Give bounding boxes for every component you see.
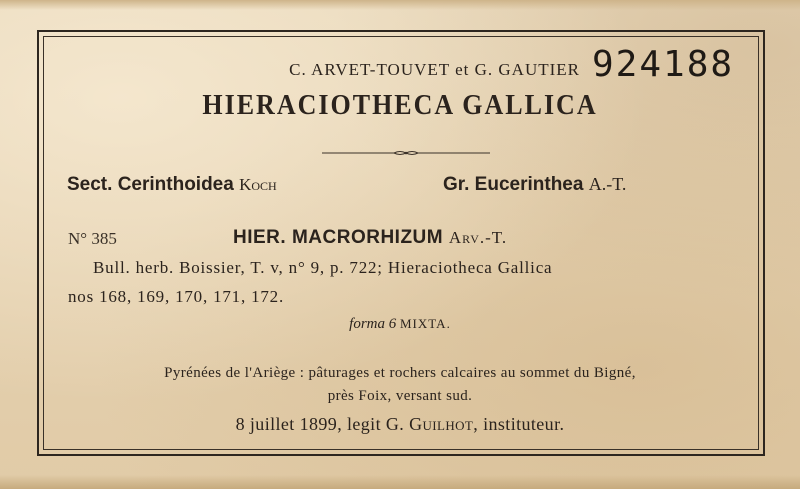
group-name — [443, 174, 626, 196]
paper-top-edge — [0, 0, 800, 10]
collection-line — [70, 414, 730, 435]
forma-value: MIXTA. — [400, 316, 451, 331]
locality-line-2: près Foix, versant sud. — [327, 388, 473, 404]
forma-label: forma 6 — [349, 316, 397, 332]
collector-name: Guilhot — [409, 414, 474, 434]
authors-line: C. ARVET-TOUVET et G. GAUTIER — [289, 60, 580, 79]
reference-line-2: nos 168, 169, 170, 171, 172. — [68, 287, 285, 306]
flourish-divider-icon — [322, 150, 490, 156]
collector-role: , instituteur. — [473, 414, 565, 434]
specimen-number-stamp: 924188 — [592, 44, 735, 85]
paper-bottom-edge — [0, 475, 800, 489]
group-label: Gr. Eucerinthea — [443, 174, 584, 195]
section-authority: Koch — [239, 175, 277, 194]
series-title: HIERACIOTHECA GALLICA — [202, 88, 598, 121]
species-name — [233, 227, 507, 249]
forma-line — [300, 316, 500, 333]
species-label: HIER. MACRORHIZUM — [233, 227, 444, 248]
specimen-catalog-number: N° 385 — [68, 229, 117, 248]
section-name — [67, 174, 277, 196]
locality-line-1: Pyrénées de l'Ariège : pâturages et rochers calcaires au sommet du Bigné, — [164, 365, 636, 381]
section-label: Sect. Cerinthoidea — [67, 174, 234, 195]
collection-date: 8 juillet 1899, legit G. — [235, 414, 405, 434]
group-authority: A.-T. — [588, 174, 627, 194]
reference-line-1: Bull. herb. Boissier, T. v, n° 9, p. 722; Hieraciotheca Gallica — [93, 258, 553, 277]
species-authority: Arv.-T. — [448, 228, 508, 247]
